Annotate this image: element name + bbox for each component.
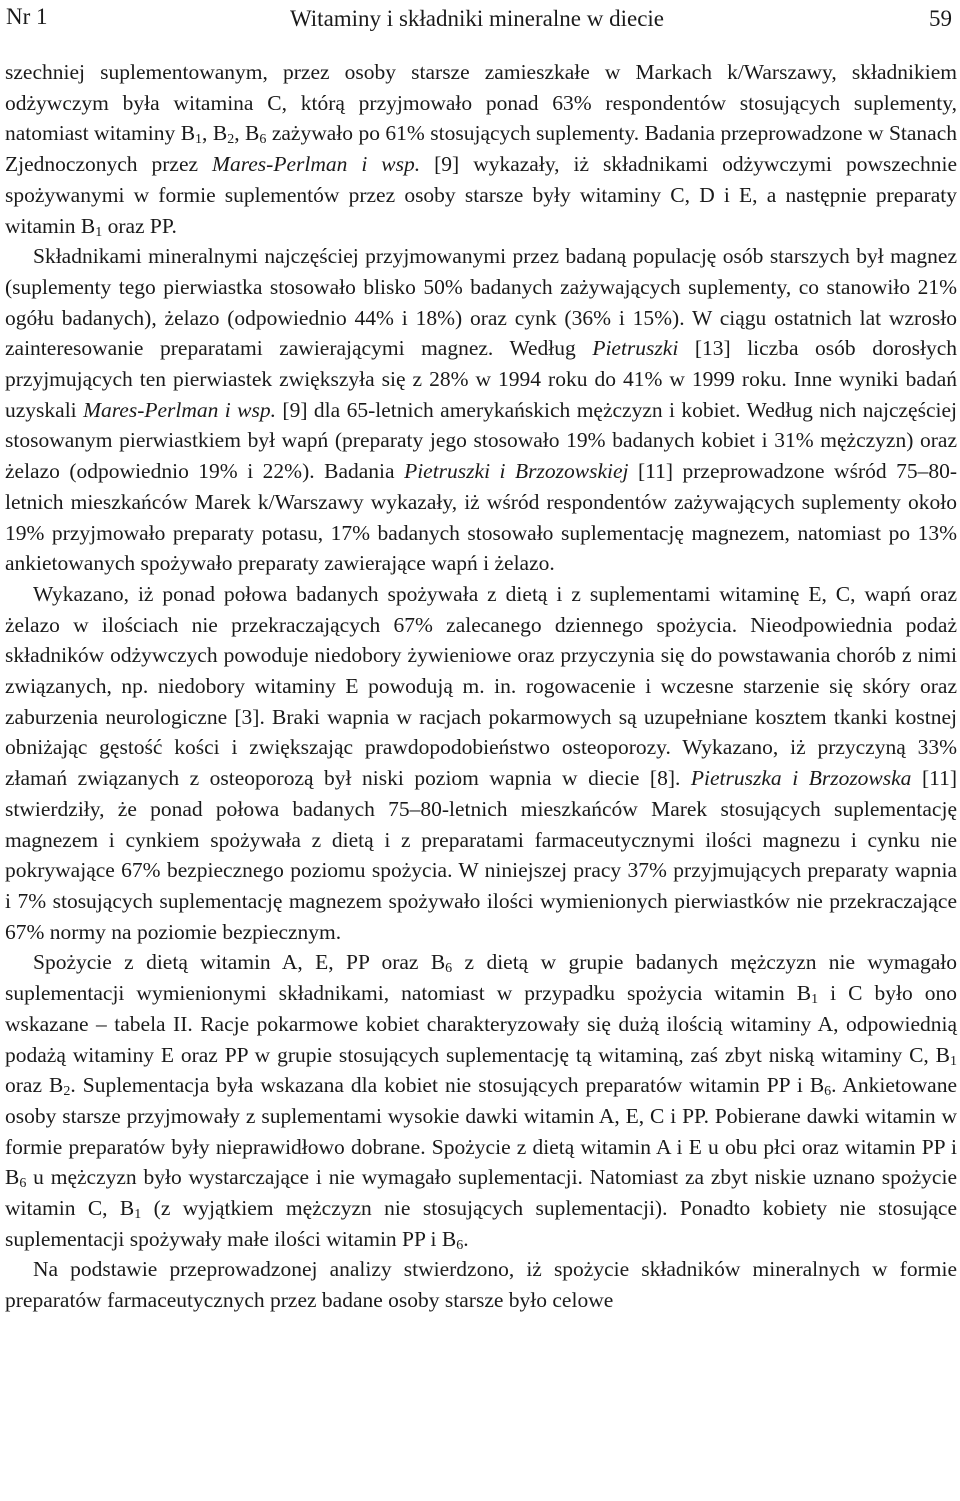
subscript: 6 bbox=[19, 1176, 27, 1192]
subscript: 1 bbox=[950, 1053, 957, 1069]
page-header bbox=[0, 0, 960, 36]
text-run: Wykazano, iż ponad połowa badanych spożywała z dietą i z suplementami witaminę E, C, wapń oraz żelazo w ilościach nie przekraczających 67% zalecanego dziennego spożycia. Nieodpowiednia podaż składników odżywczych powoduje niedobory żywieniowe oraz przyczynia się do powstawania chorób z nimi związanych, np. niedobory witaminy E powodują m. in. rogowacenie i wczesne starzenie się skóry oraz zaburzenia neurologiczne [3]. Braki wapnia w racjach pokarmowych są uzupełniane kosztem tkanki kostnej obniżając gęstość kości i zwiększając prawdopodobieństwo osteoporozy. Wykazano, iż przyczyną 33% złamań związanych z osteoporozą był niski poziom wapnia w diecie [8]. bbox=[5, 581, 957, 791]
text-run: [9] wykazały, iż składnikami odżywczymi powszechnie spożywanymi w formie suplementów przez osoby starsze były witaminy C, D i E, a następnie preparaty witamin B bbox=[5, 152, 957, 238]
text-run: Na podstawie przeprowadzonej analizy stwierdzono, iż spożycie składników mineralnych w formie preparatów farmaceutycznych przez badane osoby starsze było celowe bbox=[5, 1257, 957, 1313]
subscript: 6 bbox=[259, 132, 267, 148]
text-run: (z wyjątkiem mężczyzn nie stosujących suplementacji). Ponadto kobiety nie stosujące suplementacji spożywały małe ilości witamin PP i B bbox=[5, 1196, 957, 1251]
text-run: . Suplementacja była wskazana dla kobiet nie stosujących preparatów witamin PP i B bbox=[70, 1073, 825, 1098]
text-run: [9] dla 65-letnich amerykańskich mężczyzn i kobiet. Według nich najczęściej stosowanym pierwiastkiem był wapń (preparaty jego stosowało 19% badanych kobiet i 31% mężczyzn) oraz żelazo (odpowiednio 19% i 22%). Badania bbox=[5, 397, 957, 484]
italic-citation: Pietruszki bbox=[592, 336, 679, 361]
text-run: i C było ono wskazane – tabela II. Racje pokarmowe kobiet charakteryzowały się dużą ilością witaminy A, odpowiednią podażą witaminy E oraz PP w grupie stosujących suplementację tą witaminą, zaś zbyt niską witaminy C, B bbox=[5, 981, 957, 1067]
text-run: u mężczyzn było wystarczające i nie wymagało suplementacji. Natomiast za zbyt niskie uznano spożycie witamin C, B bbox=[5, 1165, 957, 1221]
text-run: zażywało po 61% stosujących suplementy. Badania przeprowadzone w Stanach Zjednoczonych przez bbox=[5, 121, 958, 177]
text-run: [11] przeprowadzone wśród 75–80-letnich mieszkańców Marek k/Warszawy wykazały, iż wśród respondentów zażywających suplementy około 19% przyjmowało preparaty potasu, 17% badanych stosowało suplementację magnezem, natomiast po 13% ankietowanych spożywało preparaty zawierające wapń i żelazo. bbox=[5, 459, 958, 576]
running-title: Witaminy i składniki mineralne w diecie bbox=[290, 6, 664, 31]
text-run: [13] liczba osób dorosłych przyjmujących ten pierwiastek zwiększyła się z 28% w 1994 roku do 41% w 1999 roku. Inne wyniki badań uzyskali bbox=[5, 336, 957, 422]
paragraph-3 bbox=[5, 579, 957, 947]
text-run: . Ankietowane osoby starsze przyjmowały z suplementami wysokie dawki witamin A, E, C i PP. Pobierane dawki witamin w formie preparatów były nieprawidłowo dobrane. Spożycie z dietą witamin A i E u obu płci oraz witamin PP i B bbox=[5, 1073, 957, 1190]
issue-number: Nr 1 bbox=[6, 4, 48, 29]
text-run: . bbox=[463, 1226, 469, 1251]
italic-citation: Mares-Perlman i wsp. bbox=[212, 152, 421, 177]
subscript: 1 bbox=[134, 1207, 142, 1223]
subscript: 6 bbox=[456, 1237, 464, 1253]
subscript: 1 bbox=[195, 132, 203, 148]
text-run: oraz PP. bbox=[102, 213, 177, 238]
subscript: 2 bbox=[63, 1084, 71, 1100]
text-run: , B bbox=[202, 121, 228, 146]
subscript: 1 bbox=[811, 992, 819, 1008]
page-number: 59 bbox=[929, 6, 952, 31]
text-run: Spożycie z dietą witamin A, E, PP oraz B bbox=[33, 950, 446, 975]
italic-citation: Mares-Perlman i wsp. bbox=[83, 397, 277, 422]
subscript: 1 bbox=[95, 224, 103, 240]
subscript: 6 bbox=[824, 1084, 832, 1100]
text-run: szechniej suplementowanym, przez osoby starsze zamieszkałe w Markach k/Warszawy, składnikiem odżywczym była witamina C, którą przyjmowało ponad 63% respondentów stosujących suplementy, natomiast witaminy B bbox=[5, 60, 957, 146]
text-run: Składnikami mineralnymi najczęściej przyjmowanymi przez badaną populację osób starszych był magnez (suplementy tego pierwiastka stosowało blisko 50% badanych zażywających suplementy, co stanowiło 21% ogółu badanych), żelazo (odpowiednio 44% i 18%) oraz cynk (36% i 15%). W ciągu ostatnich lat wzrosło zainteresowanie preparatami zawierającymi magnez. Według bbox=[5, 244, 957, 361]
paragraph-1 bbox=[5, 57, 957, 241]
subscript: 6 bbox=[445, 961, 453, 977]
paragraph-2 bbox=[5, 241, 957, 579]
text-run: oraz B bbox=[5, 1073, 64, 1098]
text-run: [11] stwierdziły, że ponad połowa badanych 75–80-letnich mieszkańców Marek stosujących suplementację magnezem i cynkiem spożywała z dietą i z preparatami farmaceutycznymi ilości magnezu i cynku nie pokrywające 67% bezpiecznego poziomu spożycia. W niniejszej pracy 37% przyjmujących preparaty wapnia i 7% stosujących suplementację magnezem spożywało ilości wymienionych pierwiastków nie przekraczające 67% normy na poziomie bezpiecznym. bbox=[5, 766, 957, 944]
article-body bbox=[5, 57, 957, 1316]
text-run: z dietą w grupie badanych mężczyzn nie wymagało suplementacji wymienionymi składnikami, natomiast w przypadku spożycia witamin B bbox=[5, 950, 957, 1006]
italic-citation: Pietruszki i Brzozowskiej bbox=[404, 459, 629, 484]
paragraph-5 bbox=[5, 1254, 957, 1315]
subscript: 2 bbox=[227, 132, 235, 148]
italic-citation: Pietruszka i Brzozowska bbox=[690, 766, 912, 791]
text-run: , B bbox=[234, 121, 260, 146]
paragraph-4 bbox=[5, 947, 957, 1254]
